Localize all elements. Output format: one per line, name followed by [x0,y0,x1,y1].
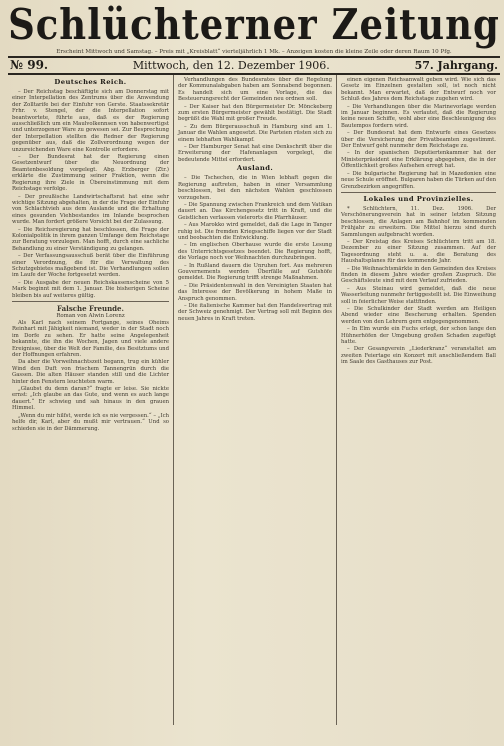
lokales-divider [341,192,496,193]
columns [8,75,500,725]
article-paragraph: – Die Ausgabe der neuen Reichskassenscheine von 5 Mark beginnt mit dem 1. Januar. Die bisherigen Scheine bleiben bis auf weiteres gültig. [12,279,169,299]
article-paragraph: einen eigenen Reichsanwalt geben wird. Wie sich das Gesetz im Einzelnen gestalten soll, ist noch nicht bekannt. Man erwartet, daß der Entwurf noch vor Schluß des Jahres dem Reichstage zugehen wird. [341,77,496,103]
feuilleton-title: Falsche Freunde. [57,304,124,313]
subscription-line: Erscheint Mittwoch und Samstag. – Preis mit „Kreisblatt“ vierteljährlich 1 Mk. – Anzeigen kosten die kleine Zeile oder deren Raum 10 Pfg. [56,49,452,55]
section-heading-deutsches-reich: Deutsches Reich. [54,78,127,86]
article-paragraph: – Der Gesangverein „Liederkranz“ veranstaltet am zweiten Feiertage ein Konzert mit anschließendem Ball im Saale des Gasthauses zur Post. [341,346,496,366]
feuilleton-divider [12,301,169,302]
issue-year: 57. Jahrgang. [414,59,498,72]
article-paragraph: – Im englischen Oberhause wurde die erste Lesung des Unterrichtsgesetzes beendet. Die Regierung hofft, die Vorlage noch vor Weihnachten durchzubringen. [178,242,332,262]
column-2-articles-top [178,77,332,163]
article-paragraph: – Aus Steinau wird gemeldet, daß die neue Wasserleitung nunmehr fertiggestellt ist. Die Einweihung soll in feierlicher Weise stattfinden. [341,285,496,305]
article-paragraph: – Zu dem Bürgerausschuß in Hamburg sind am 1. Januar die Wahlen angesetzt. Die Parteien rüsten sich zu einem lebhaften Wahlkampf. [178,123,332,143]
article-paragraph: – Die italienische Kammer hat den Handelsvertrag mit der Schweiz genehmigt. Der Vertrag soll mit Beginn des neuen Jahres in Kraft treten. [178,303,332,322]
article-paragraph: – Die Verhandlungen über die Marinevorlage werden im Januar beginnen. Es verlautet, daß die Regierung keine neuen Schiffe, wohl aber eine Beschleunigung des Bautempos fordern wird. [341,103,496,129]
article-paragraph: – Die Weihnachtsmärkte in den Gemeinden des Kreises finden in diesem Jahre wieder großen Zuspruch. Die Geschäftsleute sind mit dem Verlauf zufrieden. [341,265,496,285]
issue-number: № 99. [10,58,49,72]
column-2 [173,75,336,725]
article-paragraph: – Die Schulkinder der Stadt werden am Heiligen Abend wieder eine Bescherung erhalten. Spenden werden von den Lehrern gern entgegengenommen. [341,306,496,325]
article-paragraph: – Der Hamburger Senat hat eine Denkschrift über die Erweiterung der Hafenanlagen vorgelegt, die bedeutende Mittel erfordert. [178,144,332,163]
article-paragraph: – Der Bundesrat hat der Regierung einen Gesetzentwurf über die Neuordnung der Beamtenbesoldung vorgelegt. Abg. Erzberger (Ztr.) erklärte die Zustimmung seiner Fraktion, wenn die Regierung ihre Ziele in Übereinstimmung mit dem Reichstage verfolge. [12,154,169,193]
article-paragraph: – In Elm wurde ein Fuchs erlegt, der schon lange den Hühnerhöfen der Umgebung großen Schaden zugefügt hatte. [341,326,496,346]
article-paragraph: – Die bulgarische Regierung hat in Mazedonien eine neue Schule eröffnet. Bulgaren haben die Türken auf den Grenzbezirken angegriffen. [341,170,496,190]
article-paragraph: Verhandlungen des Bundesrates über die Regelung der Kommunalabgaben haben am Sonnabend begonnen. Es handelt sich um eine Vorlage, die das Besteuerungsrecht der Gemeinden neu ordnen soll. [178,77,332,103]
issue-bar [8,58,500,73]
article-paragraph: – Die Spannung zwischen Frankreich und dem Vatikan dauert an. Das Kirchengesetz tritt in Kraft, und die Geistlichen verlassen vielerorts die Pfarrhäuser. [178,201,332,221]
article-paragraph: – Der Reichstag beschäftigte sich am Donnerstag mit einer Interpellation des Zentrums über die Anwendung der Zolltarife bei der Einfuhr von Gerste. Staatssekretär Frhr. v. Stengel, der die Interpellation sofort beantwortete, führte aus, daß es der Regierung ausschließlich um ein Maulvolkennsen von habenwertigst und unterzogener Ware zu gewesen sei. Zur Besprechung der Interpellation stellten die Redner der Regierung gegenüber aus, daß die Zollverordnung wegen der unzureichenden Ware eine Kontrolle erfordere. [12,89,169,153]
article-paragraph: – Der Kaiser hat den Bürgermeister Dr. Mönckeberg zum ersten Bürgermeister gewählt bestätigt. Die Stadt begrüßt die Wahl mit großer Freude. [178,103,332,123]
article-paragraph: – Der Kreistag des Kreises Schlüchtern tritt am 18. Dezember zu einer Sitzung zusammen. Auf der Tagesordnung steht u. a. die Beratung des Haushaltsplanes für das kommende Jahr. [341,238,496,265]
article-paragraph: – In der spanischen Deputiertenkammer hat der Ministerpräsident eine Erklärung abgegeben, die in der Öffentlichkeit großes Aufsehen erregt hat. [341,150,496,170]
masthead: Schlüchterner Zeitung [8,0,500,49]
issue-date: Mittwoch, den 12. Dezember 1906. [132,59,330,72]
article-paragraph: – Die Präsidentenwahl in den Vereinigten Staaten hat das Interesse der Bevölkerung in hohem Maße in Anspruch genommen. [178,282,332,302]
article-paragraph: – Die Reichsregierung hat beschlossen, die Frage der Kolonialpolitik in ihrem ganzen Umfange dem Reichstage zur Beratung vorzulegen. Man hofft, durch eine sachliche Behandlung zu einer Verständigung zu gelangen. [12,226,169,252]
feuilleton-text [12,320,169,432]
column-2-articles-bottom [178,175,332,322]
article-paragraph: Als Karl nach seinem Fortgange, seines Oheims Reinhart mit Jähigkeit niemand, weder in der Stadt noch im Dorfe zu sehen. Er hatte seine Angelegenheit bekannte, die ihn die Wochen, Jagen und viele andere Ereignisse, über die Welt der Familie, des Besitztums und der Hoffnungen erfahren. [12,320,169,359]
column-1-articles [12,89,169,299]
article-paragraph: „Glaubst du denn daran?“ fragte er leise. Sie nickte ernst: „Ich glaube an das Gute, und wenn es auch lange dauert.“ Er schwieg und sah hinaus in den grauen Himmel. [12,386,169,412]
article-paragraph: Da aber die Vorweihnachtszeit begann, trug ein kühler Wind den Duft von frischem Tannengrün durch die Gassen. Die alten Häuser standen still und die Lichter hinter den Fenstern leuchteten warm. [12,359,169,385]
article-paragraph: – Der Bundesrat hat dem Entwurfe eines Gesetzes über die Versicherung der Privatbeamten zugestimmt. Der Entwurf geht nunmehr dem Reichstage zu. [341,130,496,150]
column-3 [336,75,500,725]
section-heading-lokales: Lokales und Provinzielles. [363,194,474,203]
article-paragraph: – Die Tschechen, die in Wien lebhaft gegen die Regierung auftreten, haben in einer Versammlung beschlossen, bei den nächsten Wahlen geschlossen vorzugehen. [178,175,332,201]
column-1 [8,75,173,725]
section-heading-ausland: Ausland. [236,164,274,173]
feuilleton-author: Roman von Alwin Lorenz [56,313,125,319]
article-paragraph: – Aus Marokko wird gemeldet, daß die Lage in Tanger ruhig ist. Die fremden Kriegsschiffe liegen vor der Stadt und beobachten die Entwicklung. [178,222,332,241]
article-paragraph: – Der preußische Landwirtschaftsrat hat eine sehr wichtige Sitzung abgehalten, in der die Frage der Einfuhr von Schlachtvieh aus dem Auslande und die Erhaltung eines gesunden Viehbestandes im Inlande besprochen wurde. Man fordert größere Vorsicht bei der Zulassung. [12,193,169,226]
article-paragraph: „Wenn du mir hilfst, werde ich es nie vergessen.“ – „Ich helfe dir, Karl, aber du mußt mir vertrauen.“ Und so schieden sie in der Dämmerung. [12,412,169,432]
article-paragraph: – Der Verfassungsausschuß berät über die Einführung einer Verordnung, die für die Verwaltung des Schutzgebietes maßgebend ist. Die Verhandlungen sollen im Laufe der Woche fortgesetzt werden. [12,253,169,279]
column-3-articles-bottom [341,206,496,366]
column-3-articles-top [341,77,496,190]
article-paragraph: – In Rußland dauern die Unruhen fort. Aus mehreren Gouvernements werden Überfälle auf Gutshöfe gemeldet. Die Regierung trifft strenge Maßnahmen. [178,262,332,282]
article-paragraph: * Schlüchtern, 11. Dez. 1906. Der Verschönerungsverein hat in seiner letzten Sitzung beschlossen, die Anlagen am Bahnhof im kommenden Frühjahr zu erweitern. Die Mittel hierzu sind durch Sammlungen aufgebracht worden. [341,205,496,238]
